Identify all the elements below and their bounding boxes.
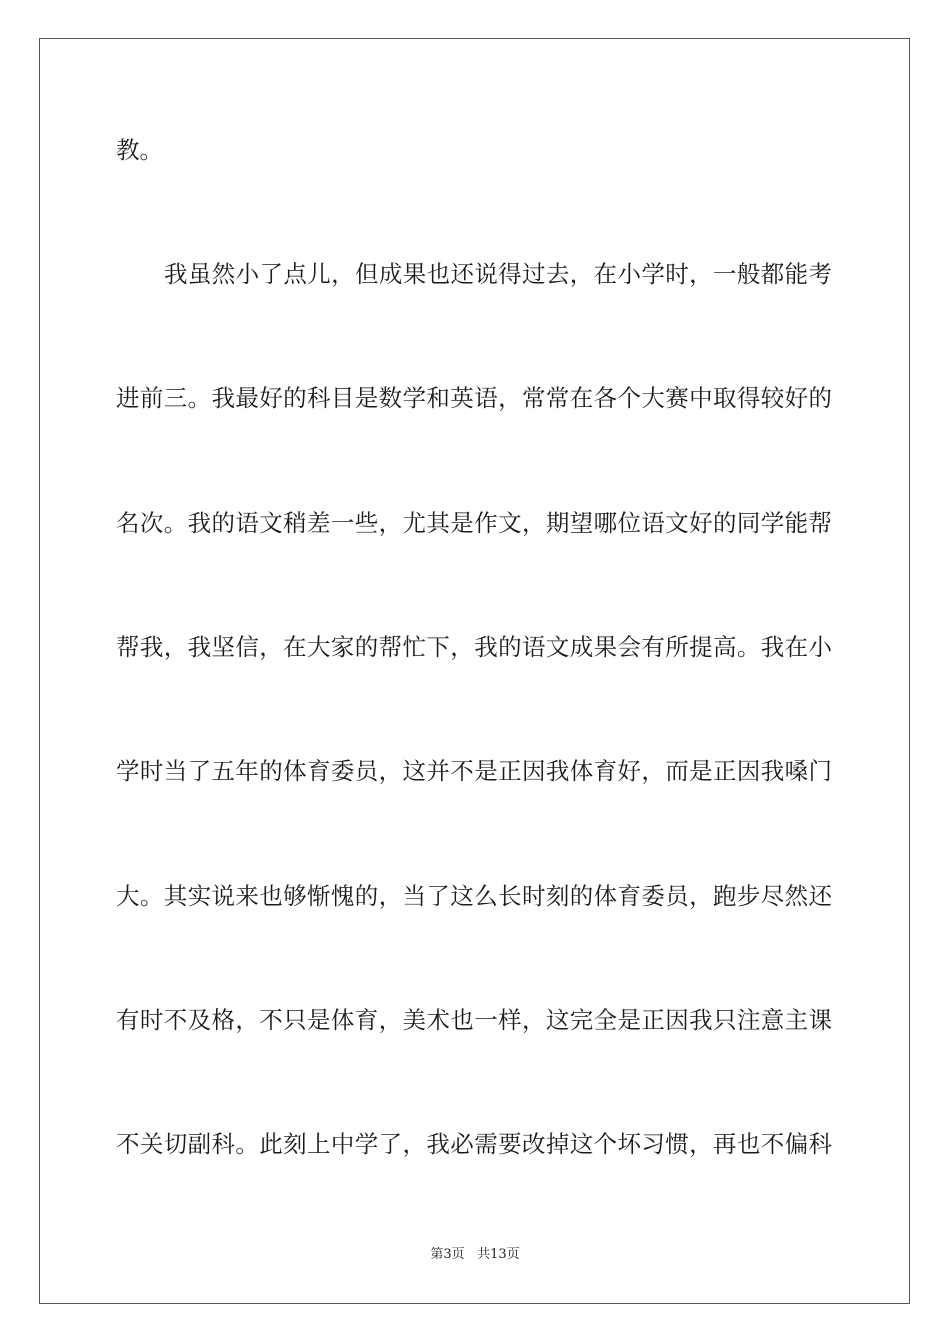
text-line-4: 名次。我的语文稍差一些，尤其是作文，期望哪位语文好的同学能帮 xyxy=(116,509,832,537)
page-footer xyxy=(0,1245,950,1265)
paragraph-start-line: 我虽然小了点儿，但成果也还说得过去，在小学时，一般都能考 xyxy=(164,260,832,288)
text-line-5: 帮我，我坚信，在大家的帮忙下，我的语文成果会有所提高。我在小 xyxy=(116,633,832,661)
page-total: 共13页 xyxy=(477,1247,520,1262)
text-line-7: 大。其实说来也够惭愧的，当了这么长时刻的体育委员，跑步尽然还 xyxy=(116,882,832,910)
text-line-1: 教。 xyxy=(116,136,163,164)
page-number: 第3页 xyxy=(430,1247,465,1262)
text-line-8: 有时不及格，不只是体育，美术也一样，这完全是正因我只注意主课 xyxy=(116,1006,832,1034)
text-line-3: 进前三。我最好的科目是数学和英语，常常在各个大赛中取得较好的 xyxy=(116,384,832,412)
text-line-6: 学时当了五年的体育委员，这并不是正因我体育好，而是正因我嗓门 xyxy=(116,757,832,785)
text-line-9: 不关切副科。此刻上中学了，我必需要改掉这个坏习惯，再也不偏科 xyxy=(116,1130,832,1158)
page-border xyxy=(39,38,910,1304)
